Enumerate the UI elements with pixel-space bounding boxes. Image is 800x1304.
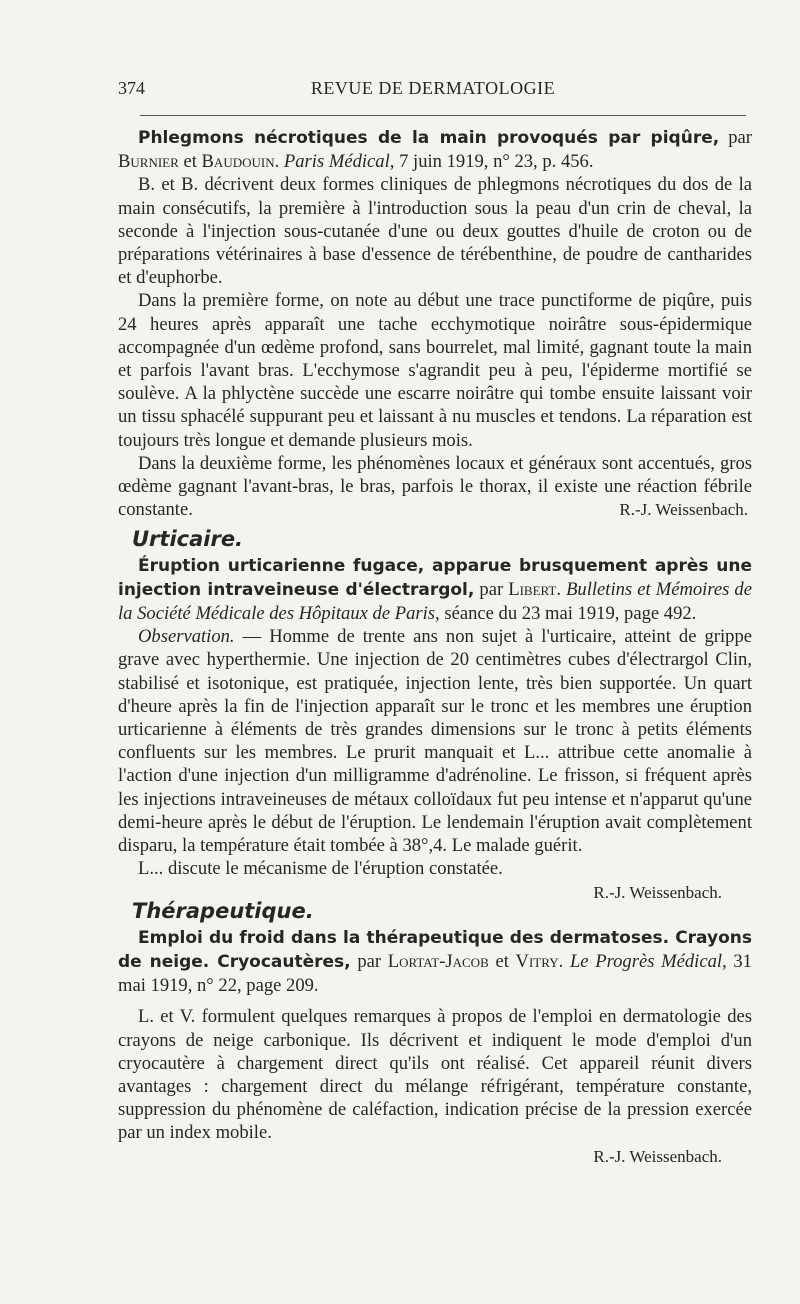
page-number: 374 bbox=[118, 78, 145, 98]
ref-prefix: par bbox=[357, 950, 382, 972]
journal-name: Le Progrès Médical, bbox=[569, 950, 727, 972]
paragraph: B. et B. décrivent deux formes cliniques de phlegmons nécrotiques du dos de la main consécutifs, la première à l'introduction sous la peau d'un crin de cheval, la seconde à l'injection sous-cutanée d'une ou deux gouttes d'huile de croton ou de préparations vétérinaires à base d'essence de térébenthine, de poudre de cantharides et d'euphorbe. bbox=[118, 174, 752, 289]
paragraph bbox=[118, 625, 752, 857]
ref-details: 31 mai 1919, n° 22, page 209. bbox=[118, 950, 752, 997]
article-reference bbox=[118, 926, 752, 998]
section-heading: Thérapeutique. bbox=[132, 898, 314, 923]
ref-et: et bbox=[183, 151, 197, 173]
page-header bbox=[118, 78, 748, 100]
author-name: Baudouin bbox=[201, 151, 275, 173]
ref-prefix: par bbox=[728, 127, 752, 148]
ref-prefix: par bbox=[479, 578, 504, 600]
author-name: Libert. bbox=[508, 578, 561, 600]
ref-details: 7 juin 1919, n° 23, p. 456. bbox=[399, 151, 594, 173]
observation-text: — Homme de trente ans non sujet à l'urticaire, atteint de grippe grave avec hyperthermie. Une injection de 20 centimètres cubes d'électrargol Clin, stabilisé et isotonique, est pratiquée, injection lente, très bien supportée. Un quart d'heure après la fin de l'injection apparaît sur le tronc et les membres une éruption urticarienne à éléments de très grandes dimensions sur le tronc à petits éléments confluents sur les membres. Le prurit manquait et L... attribue cette anomalie à l'action d'une injection d'un milligramme d'adrénoline. Le frisson, si fréquent après les injections intraveineuses de métaux colloïdaux fut peu intense et n'apparut qu'une demi-heure après le début de l'éruption. Le lendemain l'éruption avait complètement disparu, la température était tombée à 38°,4. Le malade guérit. bbox=[118, 626, 752, 857]
signature: R.-J. Weissenbach. bbox=[593, 882, 722, 902]
author-name: Vitry. bbox=[515, 950, 564, 972]
article-title: Éruption urticarienne fugace, apparue brusquement après une injection intraveineuse d'électrargol, bbox=[118, 555, 752, 600]
ref-et: et bbox=[495, 950, 509, 972]
signature: R.-J. Weissenbach. bbox=[619, 500, 748, 520]
header-rule bbox=[140, 115, 746, 116]
running-title: REVUE DE DERMATOLOGIE bbox=[310, 78, 556, 98]
observation-label: Observation. bbox=[138, 626, 235, 648]
section-heading: Urticaire. bbox=[132, 526, 244, 551]
article-title: Emploi du froid dans la thérapeutique des dermatoses. Crayons de neige. Cryocautères, bbox=[118, 927, 752, 972]
signature: R.-J. Weissenbach. bbox=[593, 1146, 722, 1166]
author-name: Burnier bbox=[118, 151, 179, 173]
paragraph: L. et V. formulent quelques remarques à propos de l'emploi en dermatologie des crayons de neige carbonique. Ils décrivent et indiquent le mode d'emploi d'un cryocautère à chargement direct qu'ils ont réalisé. Cet appareil réunit divers avantages : chargement direct du mélange réfrigérant, température constante, suppression du phénomène de caléfaction, indication précise de la pression exercée par un index mobile. bbox=[118, 1006, 752, 1144]
author-name: Lortat-Jacob bbox=[387, 950, 489, 972]
text-column bbox=[118, 126, 752, 1168]
article-reference: Phlegmons nécrotiques de la main provoqués par piqûre, par Burnier et Baudouin. Paris Médical, 7 juin 1919, n° 23, p. 456. bbox=[118, 127, 752, 173]
paragraph: Dans la deuxième forme, les phénomènes locaux et généraux sont accentués, gros œdème gagnant l'avant-bras, le bras, parfois le thorax, il existe une réaction fébrile constante. bbox=[118, 452, 752, 521]
journal-name: Bulletins et Mémoires de la Société Médicale des Hôpitaux de Paris, bbox=[118, 578, 752, 625]
article-reference bbox=[118, 554, 752, 626]
paragraph: Dans la première forme, on note au début une trace punctiforme de piqûre, puis 24 heures après apparaît une tache ecchymotique noirâtre sous-épidermique accompagnée d'un œdème profond, sans bourrelet, mal limité, gagnant toute la main et parfois l'avant bras. L'ecchymose s'agrandit peu à peu, l'épiderme mortifié se soulève. A la phlyctène succède une escarre noirâtre qui tombe ensuite laissant voir un tissu sphacélé suppurant peu et laissant à nu muscles et tendons. La réparation est toujours très longue et demande plusieurs mois. bbox=[118, 290, 752, 451]
ref-details: séance du 23 mai 1919, page 492. bbox=[444, 603, 697, 625]
paragraph: L... discute le mécanisme de l'éruption constatée. bbox=[138, 858, 503, 880]
article-title: Phlegmons nécrotiques de la main provoqués par piqûre, bbox=[138, 128, 720, 148]
journal-name: Paris Médical, bbox=[283, 151, 395, 173]
